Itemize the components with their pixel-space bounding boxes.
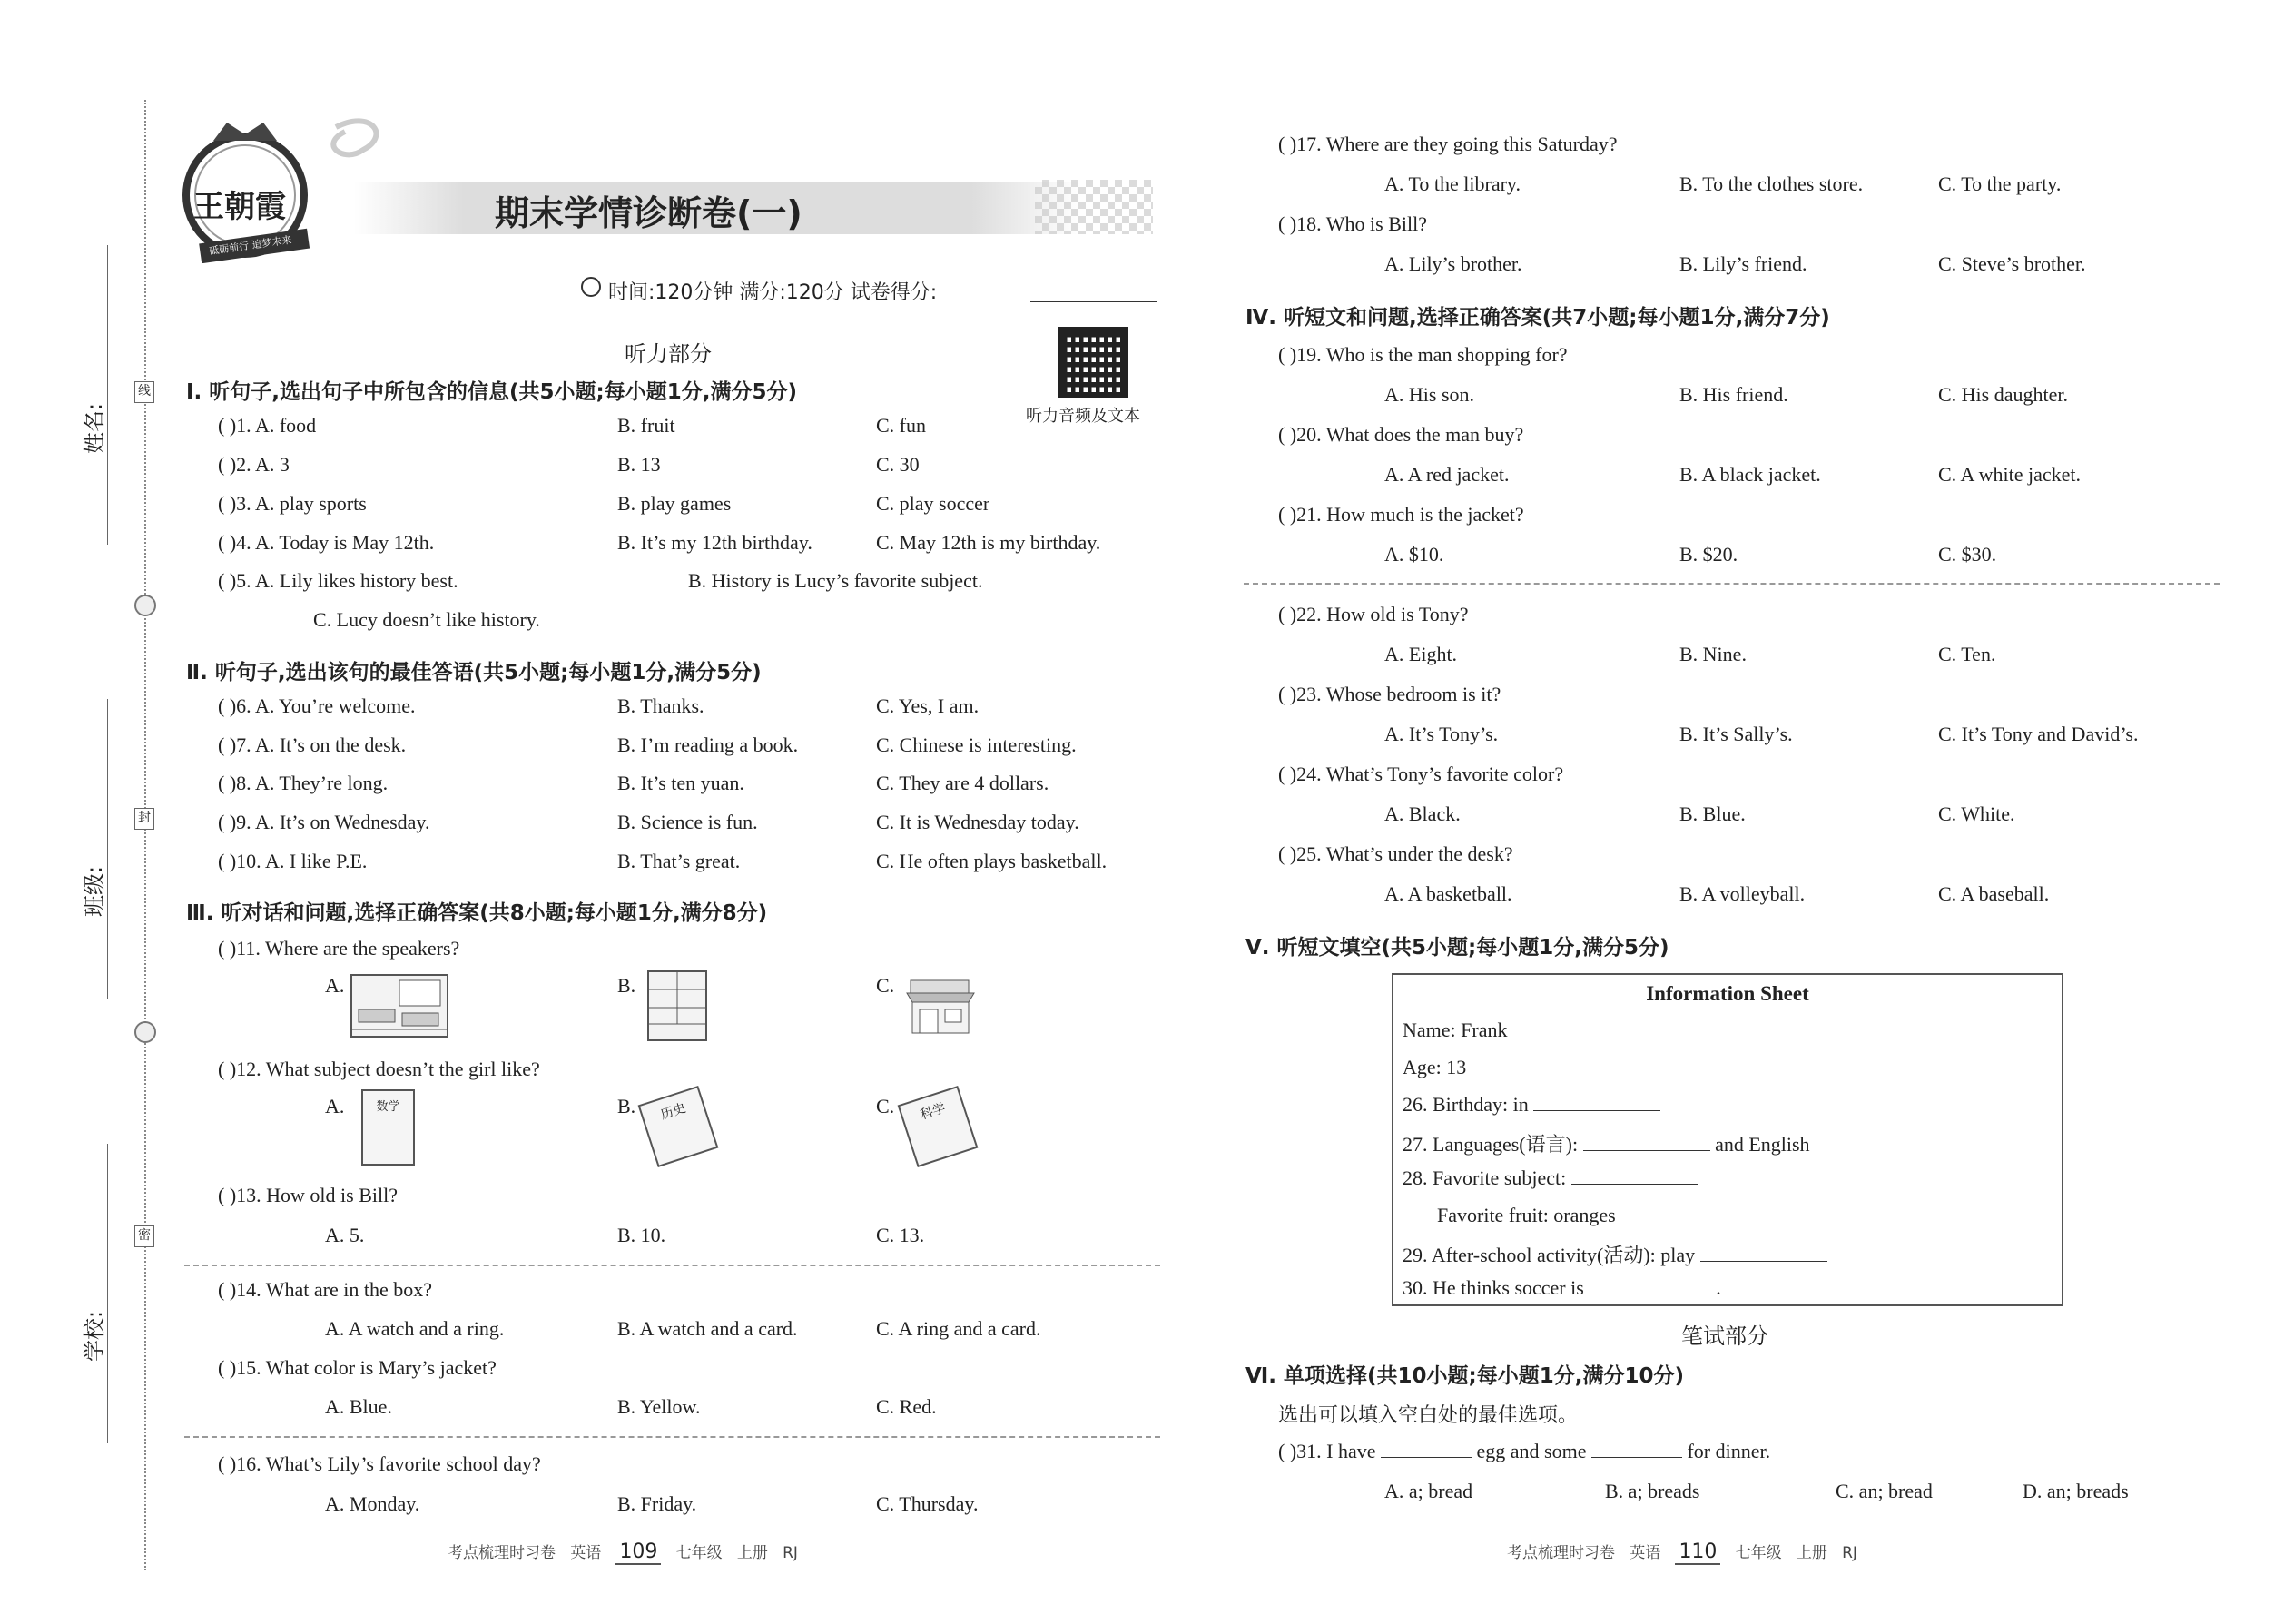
- option-b[interactable]: B. a; breads: [1605, 1480, 1700, 1502]
- option-c[interactable]: C. Yes, I am.: [876, 694, 980, 717]
- class-write-line: [107, 699, 108, 999]
- score-blank[interactable]: [1030, 301, 1157, 302]
- qr-code-icon[interactable]: [1058, 327, 1128, 398]
- answer-blank-27[interactable]: [1583, 1134, 1710, 1151]
- option-c[interactable]: C. play soccer: [876, 492, 990, 515]
- writing-title: 笔试部分: [1681, 1324, 1768, 1349]
- option-c[interactable]: C. an; bread: [1836, 1480, 1933, 1502]
- option-c[interactable]: C. Ten.: [1938, 643, 1996, 665]
- option-b[interactable]: B. I’m reading a book.: [617, 733, 799, 756]
- question-stem: ( )22. How old is Tony?: [1278, 603, 1469, 625]
- question-stem: ( )17. Where are they going this Saturday?: [1278, 133, 1618, 155]
- school-label: 学校:: [82, 1310, 107, 1362]
- q31-blank-2[interactable]: [1591, 1441, 1682, 1458]
- option-b[interactable]: B. His friend.: [1679, 383, 1788, 406]
- seal-char-secret: 密: [134, 1225, 154, 1247]
- option-a[interactable]: A. Black.: [1384, 802, 1461, 825]
- seal-char-line: 线: [134, 381, 154, 403]
- option-c[interactable]: C. fun: [876, 414, 926, 437]
- information-sheet-title: Information Sheet: [1646, 982, 1809, 1005]
- footer-book: 考点梳理时习卷: [448, 1544, 556, 1562]
- binding-hole-icon: [134, 595, 156, 616]
- option-c[interactable]: C. It’s Tony and David’s.: [1938, 723, 2139, 745]
- store-picture-icon[interactable]: [903, 969, 978, 1038]
- option-d[interactable]: D. an; breads: [2023, 1480, 2129, 1502]
- exam-meta: 时间:120分钟 满分:120分 试卷得分:: [608, 281, 938, 304]
- option-b[interactable]: B. It’s my 12th birthday.: [617, 531, 812, 554]
- binding-hole-icon: [134, 1021, 156, 1043]
- footer-grade: 七年级: [675, 1544, 723, 1562]
- option-b[interactable]: B. Yellow.: [617, 1395, 701, 1418]
- question-stem: ( )3. A. play sports: [218, 492, 367, 515]
- question-stem: ( )14. What are in the box?: [218, 1278, 433, 1301]
- option-c[interactable]: C. A white jacket.: [1938, 463, 2082, 486]
- question-stem: ( )8. A. They’re long.: [218, 772, 389, 794]
- question-stem: ( )19. Who is the man shopping for?: [1278, 343, 1568, 366]
- option-c[interactable]: C. $30.: [1938, 543, 1997, 566]
- page-number: 109: [615, 1540, 661, 1565]
- info-line-27: [1403, 1129, 1810, 1157]
- footer-right: [1507, 1540, 1857, 1563]
- question-stem: [1278, 1440, 1770, 1463]
- footer-subject: 英语: [570, 1544, 602, 1562]
- info-28-label: 28. Favorite subject:: [1403, 1166, 1567, 1189]
- option-b[interactable]: B. $20.: [1679, 543, 1738, 566]
- q31-stem-mid: egg and some: [1476, 1440, 1587, 1462]
- option-b[interactable]: B. A black jacket.: [1679, 463, 1821, 486]
- option-b[interactable]: B. Thanks.: [617, 694, 704, 717]
- question-stem: ( )10. A. I like P.E.: [218, 850, 368, 872]
- info-line-30: [1403, 1276, 1721, 1300]
- option-c[interactable]: C. Lucy doesn’t like history.: [313, 608, 540, 631]
- footer-book: 考点梳理时习卷: [1507, 1544, 1615, 1562]
- option-c[interactable]: C. He often plays basketball.: [876, 850, 1108, 872]
- option-c[interactable]: C. 30: [876, 453, 920, 476]
- option-a[interactable]: A. Blue.: [325, 1395, 392, 1418]
- question-stem: ( )13. How old is Bill?: [218, 1184, 398, 1206]
- option-b[interactable]: B. A watch and a card.: [617, 1317, 798, 1340]
- info-27-label: 27. Languages(语言):: [1403, 1133, 1579, 1156]
- information-sheet: [1392, 973, 2063, 1306]
- book-title: 科学: [918, 1100, 948, 1123]
- option-b[interactable]: B. Lily’s friend.: [1679, 252, 1807, 275]
- footer-grade: 七年级: [1735, 1544, 1782, 1562]
- option-a[interactable]: A. Lily’s brother.: [1384, 252, 1522, 275]
- option-a[interactable]: A. It’s Tony’s.: [1384, 723, 1499, 745]
- option-b[interactable]: B. Blue.: [1679, 802, 1746, 825]
- history-book-icon[interactable]: [638, 1086, 719, 1167]
- answer-blank-28[interactable]: [1571, 1167, 1698, 1185]
- option-b[interactable]: B. play games: [617, 492, 732, 515]
- option-c[interactable]: C. Steve’s brother.: [1938, 252, 2086, 275]
- section-5-heading: Ⅴ. 听短文填空(共5小题;每小题1分,满分5分): [1245, 936, 1669, 960]
- info-line-28: [1403, 1166, 1698, 1190]
- info-line-29: [1403, 1240, 1827, 1268]
- option-b[interactable]: B. 13: [617, 453, 661, 476]
- question-stem: ( )4. A. Today is May 12th.: [218, 531, 435, 554]
- dialogue-divider: [184, 1265, 1160, 1266]
- question-stem: ( )25. What’s under the desk?: [1278, 842, 1513, 865]
- math-book-icon[interactable]: [361, 1089, 415, 1166]
- option-b[interactable]: B.: [617, 974, 636, 997]
- section-6-instruction: 选出可以填入空白处的最佳选项。: [1278, 1404, 1579, 1427]
- q31-stem-pre: ( )31. I have: [1278, 1440, 1376, 1462]
- option-b[interactable]: B. Friday.: [617, 1492, 697, 1515]
- info-30-label: 30. He thinks soccer is: [1403, 1276, 1584, 1299]
- info-27-suffix: and English: [1715, 1133, 1810, 1156]
- option-c[interactable]: C.: [876, 974, 895, 997]
- option-c[interactable]: C. 13.: [876, 1224, 925, 1246]
- option-a[interactable]: A. His son.: [1384, 383, 1475, 406]
- option-c[interactable]: C. It is Wednesday today.: [876, 811, 1079, 833]
- question-stem: ( )21. How much is the jacket?: [1278, 503, 1524, 526]
- option-c[interactable]: C. Chinese is interesting.: [876, 733, 1077, 756]
- name-write-line: [107, 245, 108, 545]
- book-title: 历史: [658, 1100, 688, 1123]
- info-name: Name: Frank: [1403, 1019, 1508, 1041]
- option-a[interactable]: A. A basketball.: [1384, 882, 1512, 905]
- footer-term: 上册: [1796, 1544, 1827, 1562]
- option-b[interactable]: B.: [617, 1095, 636, 1117]
- info-30-suffix: .: [1716, 1276, 1721, 1299]
- passage-divider: [1244, 583, 2220, 585]
- option-c[interactable]: C. A baseball.: [1938, 882, 2050, 905]
- option-c[interactable]: C. They are 4 dollars.: [876, 772, 1049, 794]
- option-b[interactable]: B. That’s great.: [617, 850, 741, 872]
- option-a[interactable]: A.: [325, 1095, 345, 1117]
- question-stem: ( )15. What color is Mary’s jacket?: [218, 1356, 497, 1379]
- footer-edition: RJ: [1842, 1544, 1857, 1562]
- question-stem: ( )16. What’s Lily’s favorite school day?: [218, 1452, 541, 1475]
- option-c[interactable]: C. May 12th is my birthday.: [876, 531, 1101, 554]
- option-c[interactable]: C. A ring and a card.: [876, 1317, 1041, 1340]
- school-write-line: [107, 1144, 108, 1443]
- option-b[interactable]: B. To the clothes store.: [1679, 172, 1864, 195]
- listening-title: 听力部分: [625, 341, 712, 367]
- answer-blank-26[interactable]: [1533, 1094, 1660, 1111]
- binding-dotted-line: [144, 100, 146, 1570]
- question-stem: ( )1. A. food: [218, 414, 317, 437]
- logo-ribbon-text: 砥砺前行 追梦未来: [208, 233, 293, 258]
- footer-edition: RJ: [783, 1544, 798, 1562]
- footer-left: [448, 1540, 798, 1563]
- answer-blank-30[interactable]: [1589, 1277, 1716, 1294]
- section-6-heading: Ⅵ. 单项选择(共10小题;每小题1分,满分10分): [1245, 1364, 1684, 1388]
- option-a[interactable]: A. Monday.: [325, 1492, 420, 1515]
- option-b[interactable]: B. It’s ten yuan.: [617, 772, 744, 794]
- option-b[interactable]: B. 10.: [617, 1224, 666, 1246]
- q31-blank-1[interactable]: [1381, 1441, 1472, 1458]
- section-1-heading: Ⅰ. 听句子,选出句子中所包含的信息(共5小题;每小题1分,满分5分): [186, 380, 798, 404]
- option-a[interactable]: A. To the library.: [1384, 172, 1521, 195]
- question-stem: ( )11. Where are the speakers?: [218, 937, 460, 960]
- class-label: 班级:: [82, 865, 107, 917]
- question-stem: ( )18. Who is Bill?: [1278, 212, 1427, 235]
- option-a[interactable]: A. A red jacket.: [1384, 463, 1510, 486]
- footer-subject: 英语: [1629, 1544, 1661, 1562]
- question-stem: ( )7. A. It’s on the desk.: [218, 733, 407, 756]
- info-26-label: 26. Birthday: in: [1403, 1093, 1529, 1116]
- section-4-heading: Ⅳ. 听短文和问题,选择正确答案(共7小题;每小题1分,满分7分): [1245, 306, 1830, 330]
- option-a[interactable]: A. $10.: [1384, 543, 1444, 566]
- option-c[interactable]: C. White.: [1938, 802, 2015, 825]
- dialogue-divider: [184, 1436, 1160, 1438]
- title-checker-pattern: [1035, 180, 1153, 234]
- info-age: Age: 13: [1403, 1056, 1467, 1078]
- footer-term: 上册: [736, 1544, 768, 1562]
- info-fruit: Favorite fruit: oranges: [1437, 1204, 1616, 1226]
- option-a[interactable]: A.: [325, 974, 345, 997]
- question-stem: ( )24. What’s Tony’s favorite color?: [1278, 763, 1564, 785]
- option-c[interactable]: C. Thursday.: [876, 1492, 979, 1515]
- option-a[interactable]: A. A watch and a ring.: [325, 1317, 505, 1340]
- question-stem: ( )12. What subject doesn’t the girl like?: [218, 1058, 540, 1080]
- q31-stem-post: for dinner.: [1687, 1440, 1771, 1462]
- name-label: 姓名:: [82, 402, 107, 454]
- question-stem: ( )23. Whose bedroom is it?: [1278, 683, 1501, 705]
- info-line-26: [1403, 1093, 1660, 1117]
- option-b[interactable]: B. fruit: [617, 414, 675, 437]
- section-2-heading: Ⅱ. 听句子,选出该句的最佳答语(共5小题;每小题1分,满分5分): [186, 661, 762, 684]
- option-a[interactable]: A. 5.: [325, 1224, 365, 1246]
- option-c[interactable]: C. To the party.: [1938, 172, 2062, 195]
- clock-icon: [581, 277, 601, 297]
- option-b[interactable]: B. History is Lucy’s favorite subject.: [688, 569, 983, 592]
- option-c[interactable]: C.: [876, 1095, 895, 1117]
- answer-blank-29[interactable]: [1700, 1245, 1827, 1262]
- book-title: 数学: [376, 1100, 400, 1114]
- page-title: 期末学情诊断卷(一): [495, 193, 802, 233]
- question-stem: ( )20. What does the man buy?: [1278, 423, 1524, 446]
- question-stem: ( )9. A. It’s on Wednesday.: [218, 811, 430, 833]
- option-c[interactable]: C. His daughter.: [1938, 383, 2068, 406]
- page-number: 110: [1675, 1540, 1720, 1565]
- question-stem: ( )2. A. 3: [218, 453, 290, 476]
- classroom-picture-icon[interactable]: [350, 973, 449, 1038]
- option-b[interactable]: B. Nine.: [1679, 643, 1747, 665]
- option-a[interactable]: A. Eight.: [1384, 643, 1458, 665]
- option-b[interactable]: B. It’s Sally’s.: [1679, 723, 1793, 745]
- qr-caption: 听力音频及文本: [1026, 407, 1140, 426]
- library-shelf-picture-icon[interactable]: [646, 969, 708, 1042]
- option-c[interactable]: C. Red.: [876, 1395, 937, 1418]
- option-b[interactable]: B. Science is fun.: [617, 811, 758, 833]
- logo-brand: 王朝霞: [193, 189, 286, 225]
- section-3-heading: Ⅲ. 听对话和问题,选择正确答案(共8小题;每小题1分,满分8分): [186, 901, 768, 925]
- science-book-icon[interactable]: [898, 1086, 979, 1167]
- info-29-label: 29. After-school activity(活动): play: [1403, 1244, 1696, 1266]
- option-b[interactable]: B. A volleyball.: [1679, 882, 1806, 905]
- option-a[interactable]: A. a; bread: [1384, 1480, 1473, 1502]
- seal-char-seal: 封: [134, 808, 154, 830]
- question-stem: ( )5. A. Lily likes history best.: [218, 569, 458, 592]
- question-stem: ( )6. A. You’re welcome.: [218, 694, 416, 717]
